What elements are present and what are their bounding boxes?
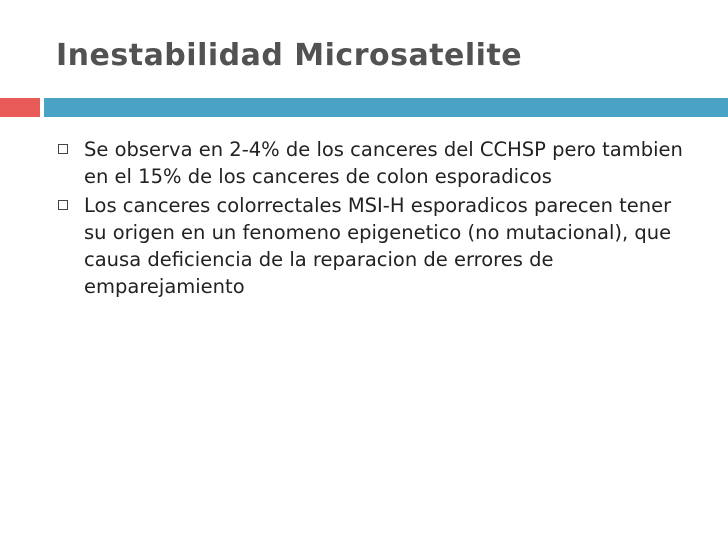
bullet-item [58, 192, 698, 300]
hollow-square-bullet-icon [58, 144, 68, 154]
bullet-text: Se observa en 2-4% de los canceres del CCHSP pero tambien en el 15% de los canceres de colon esporadicos [84, 138, 683, 188]
accent-bar-red-segment [0, 98, 40, 117]
title-accent-bar [0, 98, 728, 117]
bullet-text: Los canceres colorrectales MSI-H esporadicos parecen tener su origen en un fenomeno epigenetico (no mutacional), que causa deficiencia de la reparacion de errores de emparejamiento [84, 194, 672, 298]
accent-bar-blue-segment [44, 98, 728, 117]
hollow-square-bullet-icon [58, 200, 68, 210]
bullet-list [58, 136, 698, 302]
slide-title: Inestabilidad Microsatelite [56, 38, 523, 73]
bullet-item [58, 136, 698, 190]
